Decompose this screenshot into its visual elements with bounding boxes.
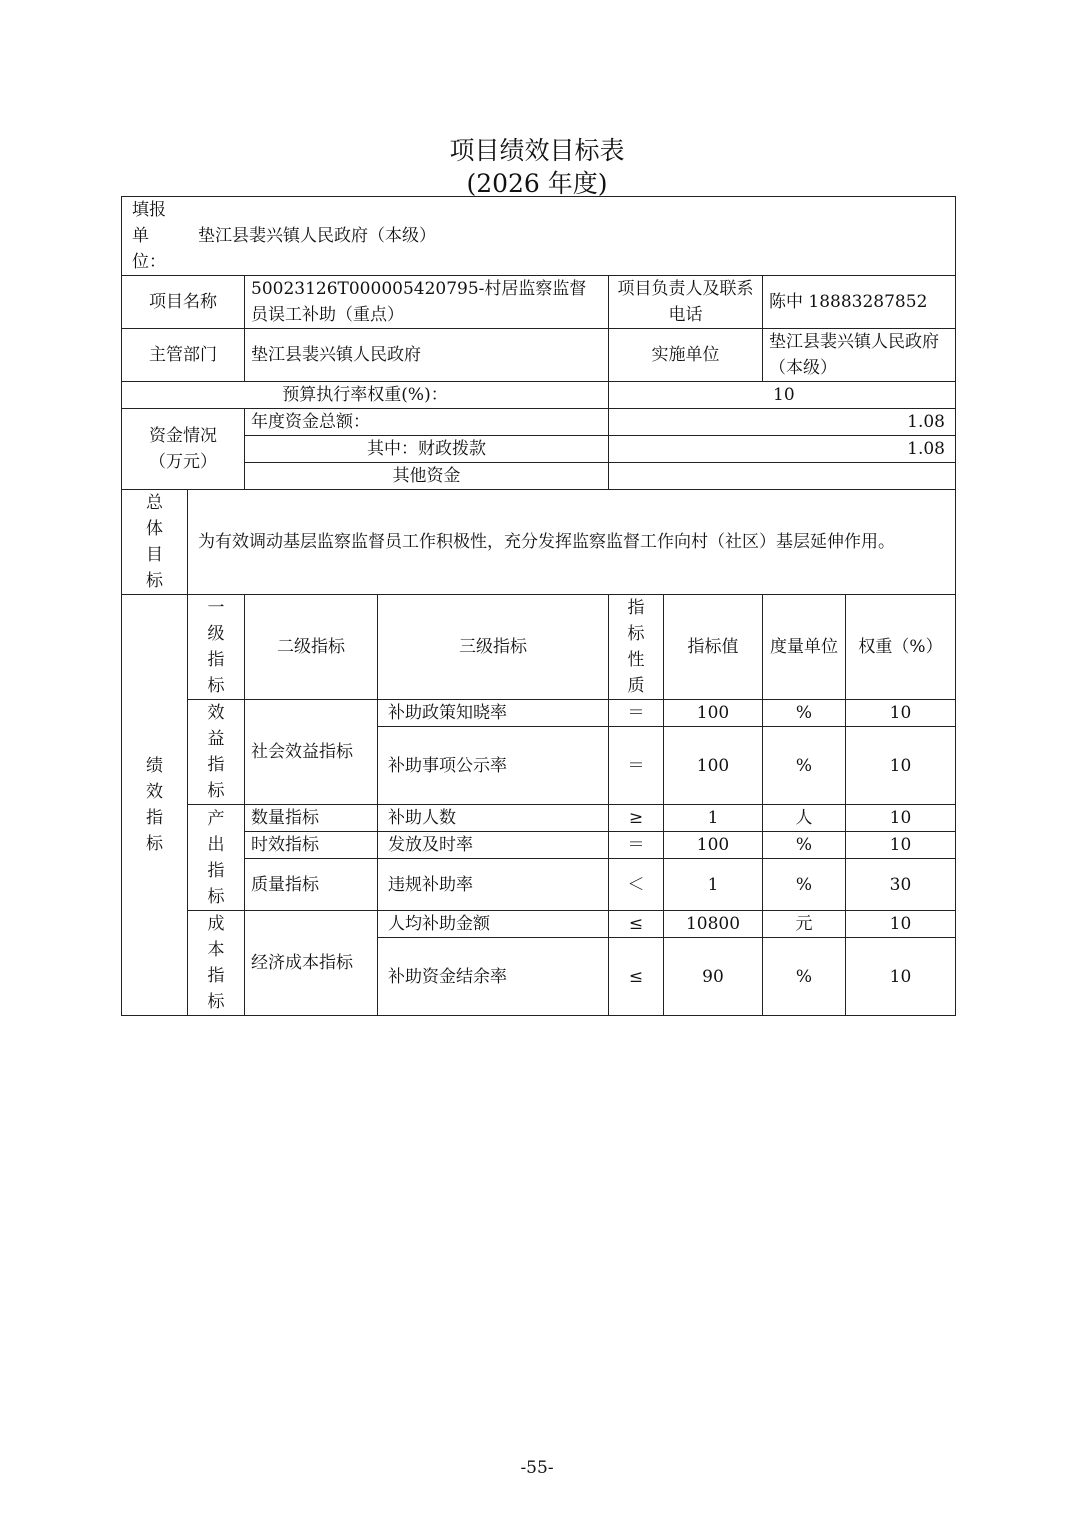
unit-value: 垫江县裴兴镇人民政府（本级） — [198, 226, 436, 246]
funds-other-value — [609, 463, 956, 490]
unit-cell: 人 — [763, 805, 846, 832]
header-unit: 度量单位 — [763, 595, 846, 700]
unit-cell: % — [763, 700, 846, 727]
weight-cell: 10 — [846, 727, 956, 805]
header-level2: 二级指标 — [245, 595, 378, 700]
impl-value: 垫江县裴兴镇人民政府（本级） — [763, 329, 956, 382]
level3-cell: 发放及时率 — [378, 832, 609, 859]
weight-cell: 30 — [846, 859, 956, 911]
unit-row — [122, 197, 956, 276]
budget-weight-value: 10 — [609, 382, 956, 409]
budget-weight-label: 预算执行率权重(%)： — [122, 382, 609, 409]
nature-cell: ≤ — [609, 938, 664, 1016]
funds-fiscal-row — [122, 436, 956, 463]
level3-cell: 补助资金结余率 — [378, 938, 609, 1016]
department-row — [122, 329, 956, 382]
table-row — [122, 805, 956, 832]
level1-cost: 成 本 指 标 — [188, 911, 245, 1016]
unit-label: 填报 单 位： — [132, 200, 166, 272]
level3-cell: 人均补助金额 — [378, 911, 609, 938]
nature-cell: ＜ — [609, 859, 664, 911]
value-cell: 10800 — [664, 911, 763, 938]
table-row — [122, 832, 956, 859]
project-name-value: 50023126T000005420795-村居监察监督员误工补助（重点） — [245, 276, 609, 329]
page-subtitle-year: (2026 年度) — [466, 169, 608, 198]
level1-benefit: 效 益 指 标 — [188, 700, 245, 805]
contact-label: 项目负责人及联系电话 — [609, 276, 763, 329]
level3-cell: 违规补助率 — [378, 859, 609, 911]
level1-output: 产 出 指 标 — [188, 805, 245, 911]
nature-cell: ≤ — [609, 911, 664, 938]
page-number: -55- — [520, 1458, 554, 1478]
performance-target-table — [121, 196, 956, 1016]
value-cell: 90 — [664, 938, 763, 1016]
indicator-header-row — [122, 595, 956, 700]
unit-cell: % — [763, 938, 846, 1016]
level2-cell: 数量指标 — [245, 805, 378, 832]
dept-label: 主管部门 — [122, 329, 245, 382]
header-nature: 指 标 性 质 — [609, 595, 664, 700]
level2-cell: 质量指标 — [245, 859, 378, 911]
weight-cell: 10 — [846, 832, 956, 859]
weight-cell: 10 — [846, 805, 956, 832]
value-cell: 1 — [664, 859, 763, 911]
table-row — [122, 700, 956, 727]
project-name-label: 项目名称 — [122, 276, 245, 329]
contact-value: 陈中 18883287852 — [763, 276, 956, 329]
unit-cell: 元 — [763, 911, 846, 938]
funds-total-row — [122, 409, 956, 436]
level2-cell: 社会效益指标 — [245, 700, 378, 805]
nature-cell: ≥ — [609, 805, 664, 832]
unit-cell: % — [763, 859, 846, 911]
dept-value: 垫江县裴兴镇人民政府 — [245, 329, 609, 382]
value-cell: 100 — [664, 832, 763, 859]
nature-cell: ＝ — [609, 832, 664, 859]
header-value: 指标值 — [664, 595, 763, 700]
funds-fiscal-value: 1.08 — [609, 436, 956, 463]
impl-label: 实施单位 — [609, 329, 763, 382]
budget-weight-row — [122, 382, 956, 409]
funds-other-row — [122, 463, 956, 490]
project-name-row — [122, 276, 956, 329]
weight-cell: 10 — [846, 700, 956, 727]
unit-cell: % — [763, 832, 846, 859]
overall-goal-text: 为有效调动基层监察监督员工作积极性，充分发挥监察监督工作向村（社区）基层延伸作用。 — [188, 490, 956, 595]
header-weight: 权重（%） — [846, 595, 956, 700]
weight-cell: 10 — [846, 938, 956, 1016]
overall-goal-label: 总 体 目 标 — [122, 490, 188, 595]
level2-cell: 时效指标 — [245, 832, 378, 859]
funds-other-label: 其他资金 — [245, 463, 609, 490]
nature-cell: ＝ — [609, 727, 664, 805]
level3-cell: 补助人数 — [378, 805, 609, 832]
nature-cell: ＝ — [609, 700, 664, 727]
weight-cell: 10 — [846, 911, 956, 938]
funds-total-label: 年度资金总额： — [245, 409, 609, 436]
unit-cell: % — [763, 727, 846, 805]
header-level1: 一 级 指 标 — [188, 595, 245, 700]
value-cell: 100 — [664, 727, 763, 805]
overall-goal-row — [122, 490, 956, 595]
level2-cell: 经济成本指标 — [245, 911, 378, 1016]
funds-total-value: 1.08 — [609, 409, 956, 436]
funds-label: 资金情况 （万元） — [122, 409, 245, 490]
table-row — [122, 911, 956, 938]
level3-cell: 补助政策知晓率 — [378, 700, 609, 727]
value-cell: 100 — [664, 700, 763, 727]
level3-cell: 补助事项公示率 — [378, 727, 609, 805]
indicator-section-label: 绩 效 指 标 — [122, 595, 188, 1016]
funds-fiscal-label: 其中：财政拨款 — [245, 436, 609, 463]
value-cell: 1 — [664, 805, 763, 832]
page-title: 项目绩效目标表 — [449, 136, 625, 165]
table-row — [122, 859, 956, 911]
header-level3: 三级指标 — [378, 595, 609, 700]
